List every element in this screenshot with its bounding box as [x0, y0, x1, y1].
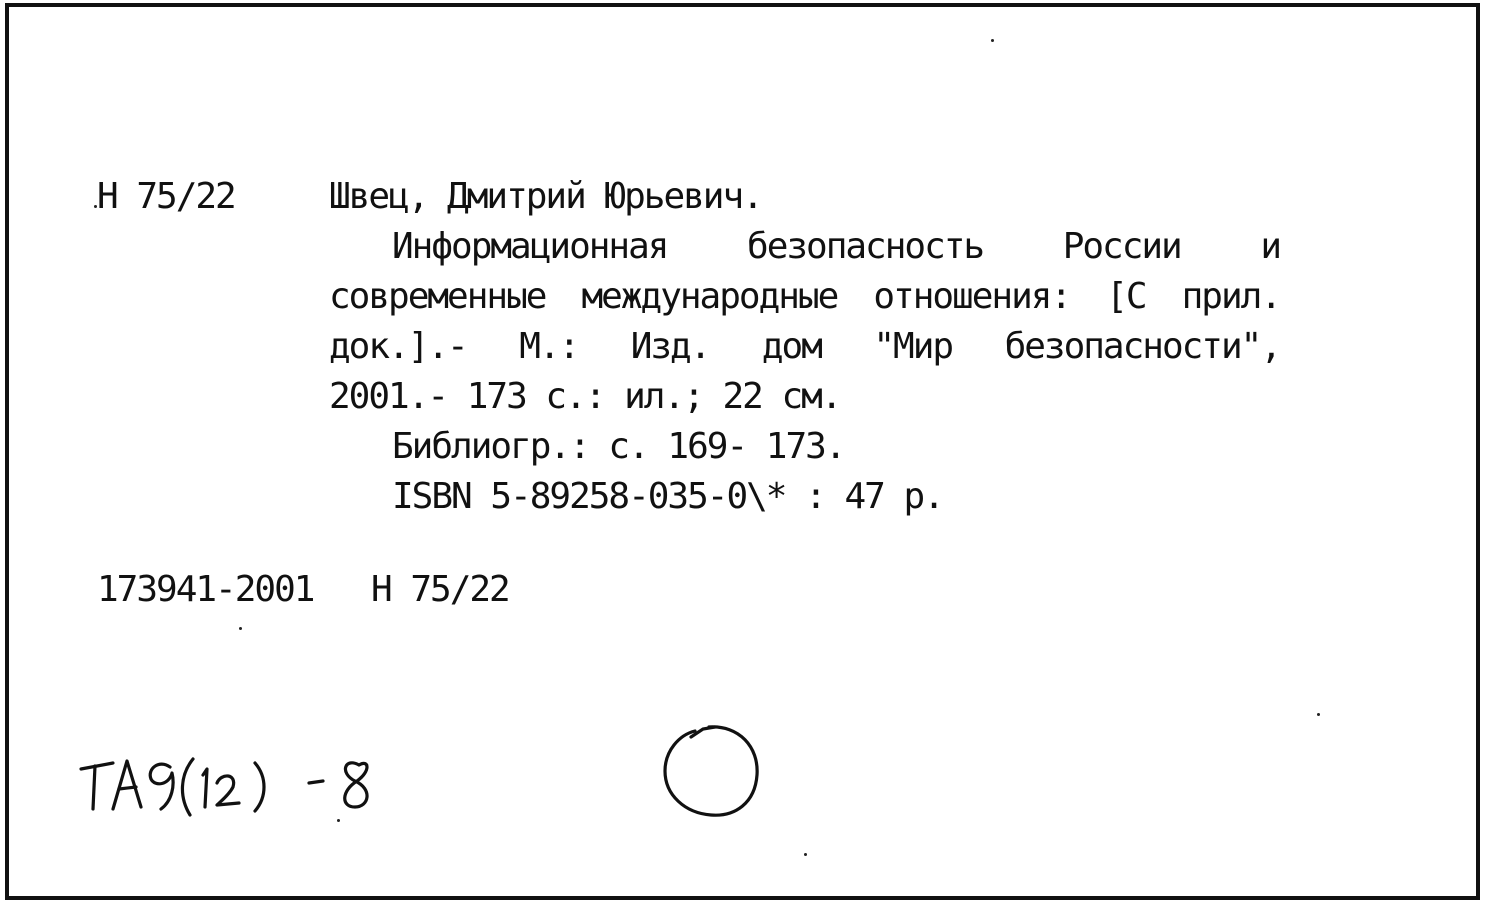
- inventory-shelf-mark: Н 75/22: [371, 569, 509, 610]
- title-line-4: 2001.- 173 с.: ил.; 22 см.: [329, 376, 841, 417]
- speck: [94, 205, 97, 208]
- catalog-card: [5, 3, 1480, 900]
- inventory-number: 173941-2001: [97, 569, 314, 610]
- speck: [804, 853, 807, 856]
- hand-drawn-circle: [651, 715, 771, 835]
- isbn-price: ISBN 5-89258-035-0\* : 47 р.: [392, 476, 943, 517]
- title-line-3: док.].- М.: Изд. дом "Мир безопасности",: [329, 326, 1280, 367]
- title-line-1: Информационная безопасность России и: [392, 226, 1280, 267]
- speck: [239, 627, 242, 630]
- bibliography-note: Библиогр.: с. 169- 173.: [392, 426, 845, 467]
- shelf-mark: Н 75/22: [97, 176, 235, 217]
- title-line-2: современные международные отношения: [С прил.: [329, 276, 1280, 317]
- author-heading: Швец, Дмитрий Юрьевич.: [329, 176, 762, 217]
- speck: [337, 819, 340, 822]
- handwritten-code: [77, 735, 387, 825]
- speck: [991, 39, 994, 42]
- speck: [1317, 713, 1320, 716]
